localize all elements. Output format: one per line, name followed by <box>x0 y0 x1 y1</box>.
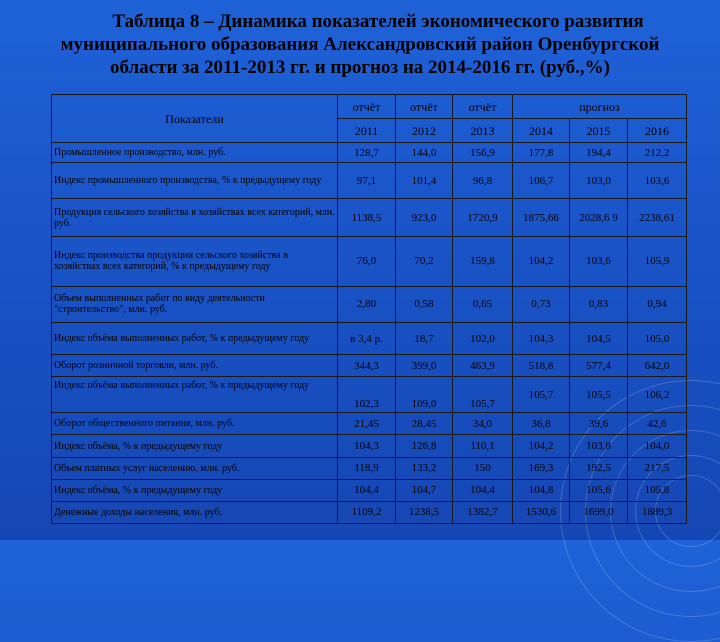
table-cell: 28,45 <box>396 413 453 435</box>
table-cell: 0,58 <box>396 286 453 322</box>
table-cell: 21,45 <box>338 413 396 435</box>
table-cell: 105,7 <box>513 377 570 413</box>
table-row <box>52 236 687 286</box>
table-cell: 105,0 <box>628 323 687 355</box>
table-cell: 1720,9 <box>453 199 513 236</box>
table-cell: 1875,66 <box>513 199 570 236</box>
table-cell: 105,6 <box>570 479 628 501</box>
table-row <box>52 323 687 355</box>
table-cell: 1138,5 <box>338 199 396 236</box>
actual-header-2011: отчёт <box>338 95 396 119</box>
table-row <box>52 199 687 236</box>
row-label: Денежные доходы населения, млн. руб. <box>52 501 338 523</box>
table-cell: 103,8 <box>570 435 628 457</box>
table-cell: 128,7 <box>338 143 396 163</box>
table-cell: 103,6 <box>570 236 628 286</box>
table-row <box>52 501 687 523</box>
table-cell: 70,2 <box>396 236 453 286</box>
table-cell: 39,6 <box>570 413 628 435</box>
table-cell: 36,8 <box>513 413 570 435</box>
row-label: Индекс производства продукции сельского хозяйства в хозяйствах всех категорий, % к предыдущему году <box>52 236 338 286</box>
title-line-2: муниципального образования Александровский район Оренбургской <box>60 34 660 55</box>
table-cell: 0,73 <box>513 286 570 322</box>
title-line-1: Таблица 8 – Динамика показателей экономического развития <box>112 11 644 32</box>
table-cell: 399,0 <box>396 355 453 377</box>
table-row <box>52 457 687 479</box>
table-cell: 212,2 <box>628 143 687 163</box>
table-cell: 106,7 <box>513 163 570 199</box>
row-label: Индекс объёма, % к предыдущему году <box>52 435 338 457</box>
table-cell: 104,0 <box>628 435 687 457</box>
table-cell: 0,83 <box>570 286 628 322</box>
table-cell: 133,2 <box>396 457 453 479</box>
table-cell: 105,8 <box>628 479 687 501</box>
table-cell: 18,7 <box>396 323 453 355</box>
table-cell: 118,9 <box>338 457 396 479</box>
year-header: 2016 <box>628 119 687 143</box>
year-header: 2011 <box>338 119 396 143</box>
table-row <box>52 286 687 322</box>
table-cell: 126,8 <box>396 435 453 457</box>
row-label: Индекс объёма выполненных работ, % к предыдущему году <box>52 377 338 413</box>
table-cell: 104,7 <box>396 479 453 501</box>
table-cell: 97,1 <box>338 163 396 199</box>
table-cell: 463,9 <box>453 355 513 377</box>
table-cell: 159,8 <box>453 236 513 286</box>
table-cell: в 3,4 р. <box>338 323 396 355</box>
table-cell: 106,2 <box>628 377 687 413</box>
table-cell: 1382,7 <box>453 501 513 523</box>
table-cell: 1530,6 <box>513 501 570 523</box>
table-cell: 1109,2 <box>338 501 396 523</box>
table-cell: 344,3 <box>338 355 396 377</box>
page-title <box>0 10 720 79</box>
row-label: Индекс объёма, % к предыдущему году <box>52 479 338 501</box>
table-cell: 104,8 <box>513 479 570 501</box>
year-header: 2015 <box>570 119 628 143</box>
actual-header-2013: отчёт <box>453 95 513 119</box>
table-cell: 150 <box>453 457 513 479</box>
table-cell: 105,9 <box>628 236 687 286</box>
table-row <box>52 435 687 457</box>
table-cell: 104,5 <box>570 323 628 355</box>
header-row-1 <box>52 95 687 119</box>
table-cell: 177,8 <box>513 143 570 163</box>
year-header: 2012 <box>396 119 453 143</box>
table-cell: 109,0 <box>396 377 453 413</box>
table-cell: 104,2 <box>513 435 570 457</box>
table-cell: 42,6 <box>628 413 687 435</box>
table-cell: 1699,0 <box>570 501 628 523</box>
row-label: Объем платных услуг населению, млн. руб. <box>52 457 338 479</box>
table-cell: 102,0 <box>453 323 513 355</box>
table-cell: 104,3 <box>338 435 396 457</box>
year-header: 2013 <box>453 119 513 143</box>
table-row <box>52 143 687 163</box>
table-cell: 169,3 <box>513 457 570 479</box>
table-cell: 102,3 <box>338 377 396 413</box>
table-cell: 0,65 <box>453 286 513 322</box>
table-cell: 1238,5 <box>396 501 453 523</box>
table-cell: 642,0 <box>628 355 687 377</box>
table-cell: 110,1 <box>453 435 513 457</box>
table-cell: 144,0 <box>396 143 453 163</box>
table-cell: 105,7 <box>453 377 513 413</box>
table-cell: 192,5 <box>570 457 628 479</box>
row-label: Индекс объёма выполненных работ, % к предыдущему году <box>52 323 338 355</box>
table-cell: 34,0 <box>453 413 513 435</box>
table-row <box>52 355 687 377</box>
table-cell: 194,4 <box>570 143 628 163</box>
table-cell: 96,8 <box>453 163 513 199</box>
row-label: Оборот розничной торговли, млн. руб. <box>52 355 338 377</box>
table-row <box>52 479 687 501</box>
table-cell: 104,2 <box>513 236 570 286</box>
table-cell: 0,94 <box>628 286 687 322</box>
table-cell: 103,6 <box>628 163 687 199</box>
table-cell: 101,4 <box>396 163 453 199</box>
table-cell: 2238,61 <box>628 199 687 236</box>
row-label: Оборот общественного питания, млн. руб. <box>52 413 338 435</box>
table-row <box>52 377 687 413</box>
actual-header-2012: отчёт <box>396 95 453 119</box>
year-header: 2014 <box>513 119 570 143</box>
table-cell: 104,4 <box>338 479 396 501</box>
table-row <box>52 163 687 199</box>
row-label: Индекс промышленного производства, % к предыдущему году <box>52 163 338 199</box>
table-cell: 105,5 <box>570 377 628 413</box>
row-label: Объем выполненных работ по виду деятельности "строительство", млн. руб. <box>52 286 338 322</box>
table-cell: 156,9 <box>453 143 513 163</box>
forecast-header: прогноз <box>513 95 687 119</box>
table-row <box>52 413 687 435</box>
table-cell: 923,0 <box>396 199 453 236</box>
row-label: Продукция сельского хозяйства в хозяйствах всех категорий, млн. руб. <box>52 199 338 236</box>
indicator-header: Показатели <box>52 95 338 143</box>
table-cell: 76,0 <box>338 236 396 286</box>
table-cell: 1889,3 <box>628 501 687 523</box>
table-cell: 217,5 <box>628 457 687 479</box>
table-cell: 104,3 <box>513 323 570 355</box>
row-label: Промышленное производство, млн. руб. <box>52 143 338 163</box>
table-cell: 103,0 <box>570 163 628 199</box>
indicators-table <box>51 94 687 524</box>
table-cell: 104,4 <box>453 479 513 501</box>
table-cell: 2,80 <box>338 286 396 322</box>
table-cell: 518,8 <box>513 355 570 377</box>
table-cell: 577,4 <box>570 355 628 377</box>
title-line-3: области за 2011-2013 гг. и прогноз на 2014-2016 гг. (руб.,%) <box>110 57 610 78</box>
table-cell: 2028,6 9 <box>570 199 628 236</box>
